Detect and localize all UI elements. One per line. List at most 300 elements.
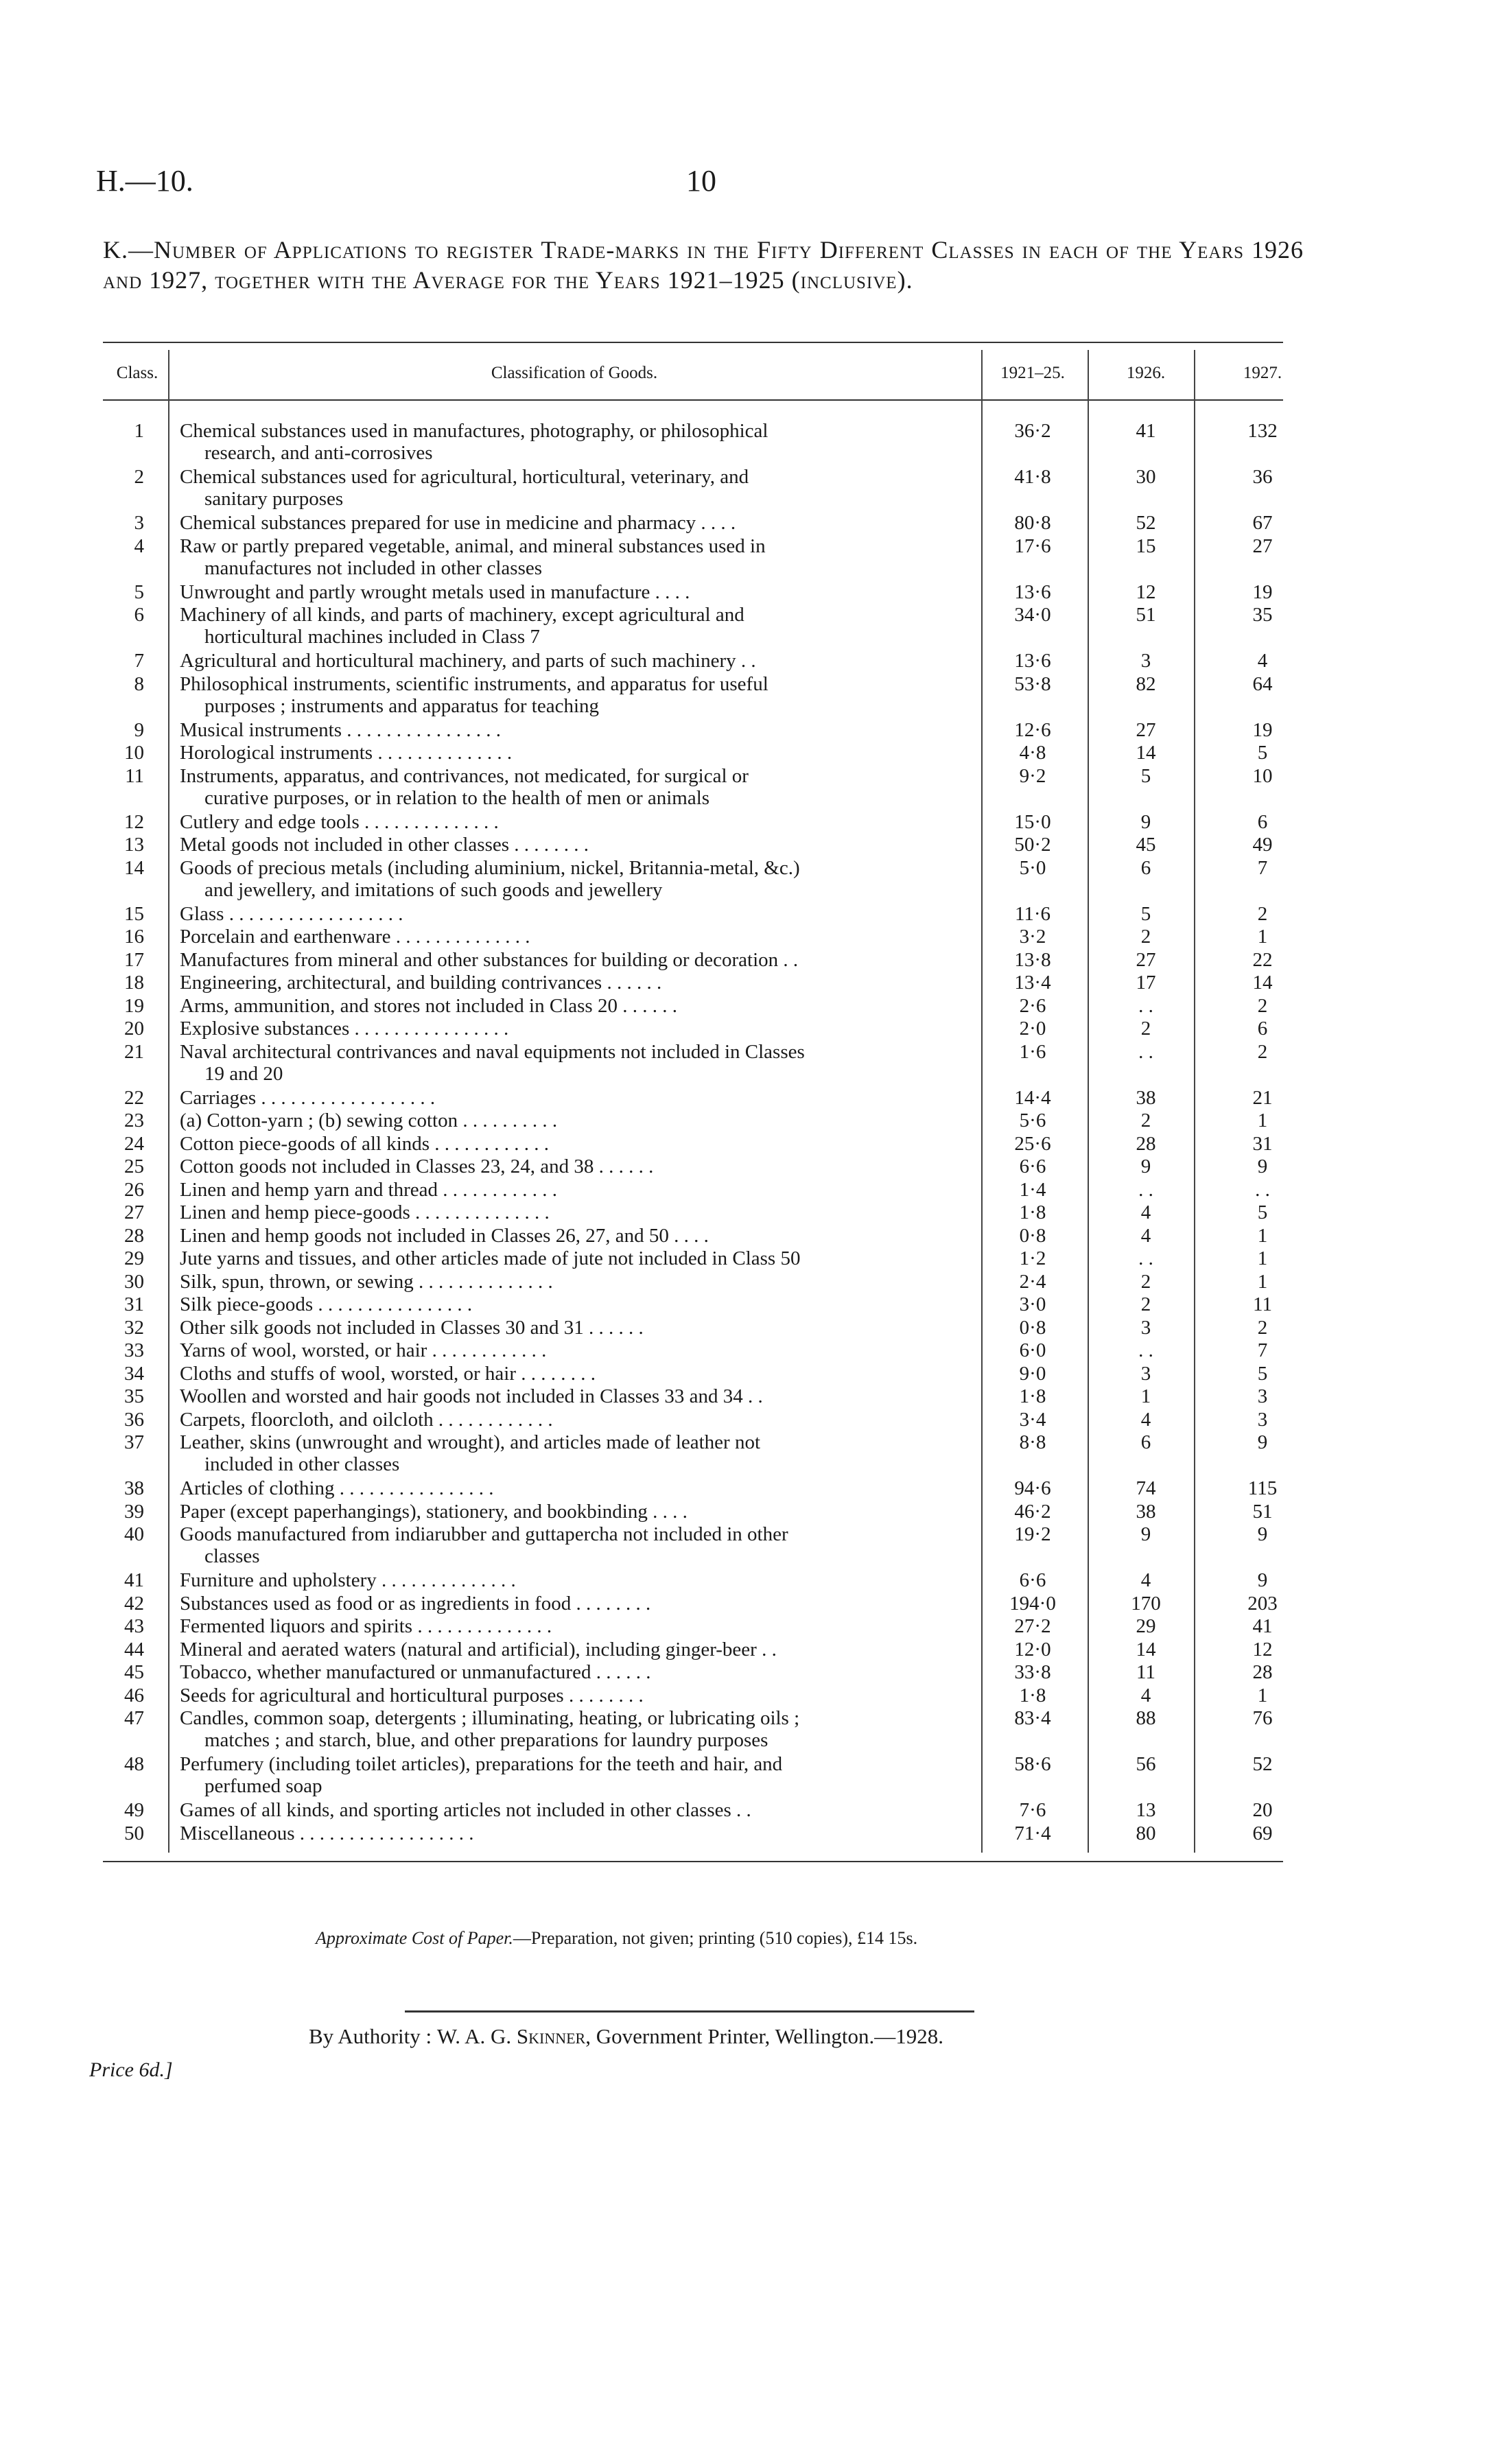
count-1926: 3 (1140, 650, 1151, 672)
class-number: 31 (124, 1293, 144, 1315)
average-1921-25: 2·4 (1019, 1270, 1046, 1293)
classification-description (180, 1615, 976, 1637)
average-1921-25: 15·0 (1014, 810, 1051, 833)
table-row (0, 535, 1491, 579)
description-continuation: research, and anti-corrosives (204, 442, 433, 464)
description-line: Chemical substances used in manufactures, photography, or philosophical (180, 420, 768, 442)
description-line: Articles of clothing . . . . . . . . . . . . . . . . (180, 1477, 494, 1499)
count-1926: 4 (1140, 1408, 1151, 1431)
count-1927: 7 (1257, 856, 1268, 879)
column-header-1926: 1926. (1126, 364, 1166, 382)
count-1926: . . (1138, 994, 1153, 1017)
count-1927: 2 (1257, 1040, 1268, 1063)
class-number: 40 (124, 1523, 144, 1545)
description-line: Linen and hemp yarn and thread . . . . . . . . . . . . (180, 1178, 558, 1201)
table-row (0, 834, 1491, 856)
count-1927: 2 (1257, 994, 1268, 1017)
count-1926: 14 (1136, 1638, 1156, 1661)
count-1927: 2 (1257, 902, 1268, 925)
description-line: Instruments, apparatus, and contrivances, not medicated, for surgical or (180, 764, 749, 787)
description-line: Miscellaneous . . . . . . . . . . . . . . . . . . (180, 1822, 474, 1844)
class-number: 5 (134, 580, 144, 603)
count-1926: 4 (1140, 1569, 1151, 1591)
count-1927: 21 (1252, 1086, 1273, 1109)
description-line: Candles, common soap, detergents ; illuminating, heating, or lubricating oils ; (180, 1707, 800, 1729)
count-1927: 28 (1252, 1661, 1273, 1683)
average-1921-25: 58·6 (1014, 1753, 1051, 1775)
classification-description (180, 1363, 976, 1385)
count-1927: 9 (1257, 1431, 1268, 1453)
average-1921-25: 13·4 (1014, 972, 1051, 994)
table-row (0, 1409, 1491, 1431)
count-1927: 14 (1252, 972, 1273, 994)
count-1926: 6 (1140, 1431, 1151, 1453)
table-row (0, 856, 1491, 901)
count-1926: 4 (1140, 1224, 1151, 1247)
count-1927: 4 (1257, 650, 1268, 672)
description-continuation: included in other classes (204, 1453, 400, 1475)
count-1926: 13 (1136, 1799, 1156, 1821)
count-1927: 1 (1257, 1270, 1268, 1293)
count-1926: 74 (1136, 1477, 1156, 1499)
count-1926: 30 (1136, 466, 1156, 488)
count-1926: . . (1138, 1339, 1153, 1361)
count-1926: 12 (1136, 580, 1156, 603)
class-number: 7 (134, 650, 144, 672)
table-row (0, 1271, 1491, 1293)
classification-description (180, 834, 976, 856)
class-number: 44 (124, 1638, 144, 1661)
count-1927: 76 (1252, 1707, 1273, 1729)
description-line: Tobacco, whether manufactured or unmanufactured . . . . . . (180, 1661, 651, 1683)
classification-description (180, 1431, 976, 1475)
description-continuation: matches ; and starch, blue, and other preparations for laundry purposes (204, 1729, 768, 1751)
average-1921-25: 9·0 (1019, 1362, 1046, 1385)
count-1926: 3 (1140, 1362, 1151, 1385)
count-1927: 1 (1257, 1224, 1268, 1247)
class-number: 38 (124, 1477, 144, 1499)
table-row (0, 1225, 1491, 1247)
description-line: Machinery of all kinds, and parts of machinery, except agricultural and (180, 604, 744, 626)
description-continuation: classes (204, 1545, 260, 1567)
count-1927: 27 (1252, 535, 1273, 557)
column-header-class: Class. (116, 364, 159, 382)
description-continuation: perfumed soap (204, 1775, 322, 1797)
count-1926: 1 (1140, 1385, 1151, 1407)
description-line: Substances used as food or as ingredients in food . . . . . . . . (180, 1592, 651, 1615)
table-row (0, 1339, 1491, 1361)
classification-description (180, 535, 976, 579)
count-1927: 132 (1247, 420, 1278, 442)
class-number: 12 (124, 810, 144, 833)
count-1926: 9 (1140, 810, 1151, 833)
count-1927: 20 (1252, 1799, 1273, 1821)
average-1921-25: 14·4 (1014, 1086, 1051, 1109)
average-1921-25: 6·6 (1019, 1155, 1046, 1177)
class-number: 2 (134, 466, 144, 488)
description-line: (a) Cotton-yarn ; (b) sewing cotton . . . . . . . . . . (180, 1110, 558, 1131)
class-number: 21 (124, 1040, 144, 1063)
classification-description (180, 1593, 976, 1615)
class-number: 37 (124, 1431, 144, 1453)
average-1921-25: 2·6 (1019, 994, 1046, 1017)
classification-description (180, 1501, 976, 1523)
count-1926: 3 (1140, 1316, 1151, 1339)
description-line: Perfumery (including toilet articles), preparations for the teeth and hair, and (180, 1753, 783, 1775)
classification-description (180, 1201, 976, 1223)
classification-description (180, 857, 976, 901)
count-1926: 14 (1136, 742, 1156, 764)
classification-description (180, 1041, 976, 1085)
table-row (0, 1431, 1491, 1475)
count-1927: 52 (1252, 1753, 1273, 1775)
description-line: Engineering, architectural, and building contrivances . . . . . . (180, 972, 662, 994)
count-1927: 64 (1252, 672, 1273, 695)
page-number: 10 (686, 164, 716, 198)
count-1926: 2 (1140, 1018, 1151, 1040)
classification-description (180, 512, 976, 534)
count-1927: 7 (1257, 1339, 1268, 1361)
table-row (0, 1523, 1491, 1567)
count-1927: 5 (1257, 742, 1268, 764)
description-line: Goods manufactured from indiarubber and guttapercha not included in other (180, 1523, 788, 1545)
description-line: Goods of precious metals (including aluminium, nickel, Britannia-metal, &c.) (180, 856, 800, 879)
cost-note-text: —Preparation, not given; printing (510 copies), £14 15s. (513, 1928, 918, 1948)
description-line: Yarns of wool, worsted, or hair . . . . . . . . . . . . (180, 1339, 547, 1361)
table-row (0, 764, 1491, 809)
count-1927: 1 (1257, 926, 1268, 948)
header-bottom-rule (103, 399, 1283, 401)
classification-description (180, 926, 976, 948)
table-row (0, 742, 1491, 764)
class-number: 36 (124, 1408, 144, 1431)
description-line: Cutlery and edge tools . . . . . . . . . . . . . . (180, 810, 499, 833)
classification-description (180, 1477, 976, 1499)
class-number: 8 (134, 672, 144, 695)
count-1926: 2 (1140, 926, 1151, 948)
classification-description (180, 1110, 976, 1131)
average-1921-25: 2·0 (1019, 1018, 1046, 1040)
classification-description (180, 1155, 976, 1177)
count-1927: 19 (1252, 718, 1273, 741)
description-line: Agricultural and horticultural machinery, and parts of such machinery . . (180, 650, 756, 672)
count-1926: . . (1138, 1040, 1153, 1063)
average-1921-25: 17·6 (1014, 535, 1051, 557)
description-line: Naval architectural contrivances and naval equipments not included in Classes (180, 1040, 805, 1063)
column-header-1921-25: 1921–25. (1000, 364, 1065, 382)
table-row (0, 995, 1491, 1017)
average-1921-25: 80·8 (1014, 512, 1051, 534)
average-1921-25: 0·8 (1019, 1316, 1046, 1339)
class-number: 10 (124, 742, 144, 764)
classification-description (180, 604, 976, 648)
average-1921-25: 1·8 (1019, 1201, 1046, 1223)
description-line: Games of all kinds, and sporting articles not included in other classes . . (180, 1799, 751, 1821)
table-row (0, 1133, 1491, 1155)
count-1926: . . (1138, 1247, 1153, 1269)
table-bottom-rule (103, 1861, 1283, 1862)
description-line: Cotton piece-goods of all kinds . . . . . . . . . . . . (180, 1132, 550, 1155)
class-number: 18 (124, 972, 144, 994)
description-line: Arms, ammunition, and stores not included in Class 20 . . . . . . (180, 994, 677, 1017)
authority-line (309, 2024, 943, 2049)
description-line: Metal goods not included in other classes . . . . . . . . (180, 834, 589, 856)
count-1926: 5 (1140, 902, 1151, 925)
count-1927: 67 (1252, 512, 1273, 534)
classification-description (180, 1707, 976, 1751)
average-1921-25: 1·2 (1019, 1247, 1046, 1269)
description-line: Cotton goods not included in Classes 23, 24, and 38 . . . . . . (180, 1155, 654, 1177)
count-1926: 15 (1136, 535, 1156, 557)
table-row (0, 1685, 1491, 1706)
average-1921-25: 1·4 (1019, 1178, 1046, 1201)
class-number: 15 (124, 902, 144, 925)
class-number: 26 (124, 1178, 144, 1201)
average-1921-25: 83·4 (1014, 1707, 1051, 1729)
count-1927: 31 (1252, 1132, 1273, 1155)
classification-description (180, 466, 976, 510)
classification-description (180, 1409, 976, 1431)
table-row (0, 1087, 1491, 1109)
count-1926: 28 (1136, 1132, 1156, 1155)
average-1921-25: 0·8 (1019, 1224, 1046, 1247)
count-1926: 45 (1136, 834, 1156, 856)
average-1921-25: 33·8 (1014, 1661, 1051, 1683)
average-1921-25: 5·6 (1019, 1110, 1046, 1131)
class-number: 33 (124, 1339, 144, 1361)
class-number: 1 (134, 420, 144, 442)
count-1926: 2 (1140, 1110, 1151, 1131)
classification-description (180, 1685, 976, 1706)
table-top-rule (103, 342, 1283, 343)
table-row (0, 926, 1491, 948)
average-1921-25: 3·4 (1019, 1408, 1046, 1431)
table-row (0, 972, 1491, 994)
class-number: 28 (124, 1224, 144, 1247)
table-row (0, 1155, 1491, 1177)
average-1921-25: 36·2 (1014, 420, 1051, 442)
classification-description (180, 1018, 976, 1040)
average-1921-25: 3·0 (1019, 1293, 1046, 1315)
description-line: Seeds for agricultural and horticultural purposes . . . . . . . . (180, 1684, 644, 1706)
classification-description (180, 1339, 976, 1361)
count-1926: 2 (1140, 1293, 1151, 1315)
classification-description (180, 1087, 976, 1109)
count-1926: 9 (1140, 1523, 1151, 1545)
count-1926: 88 (1136, 1707, 1156, 1729)
printer-name: W. A. G. Skinner (436, 2024, 586, 2048)
count-1926: 9 (1140, 1155, 1151, 1177)
average-1921-25: 194·0 (1009, 1592, 1056, 1615)
classification-description (180, 972, 976, 994)
count-1927: 41 (1252, 1615, 1273, 1637)
class-number: 17 (124, 948, 144, 971)
count-1927: 19 (1252, 580, 1273, 603)
count-1927: 6 (1257, 1018, 1268, 1040)
average-1921-25: 71·4 (1014, 1822, 1051, 1844)
average-1921-25: 1·8 (1019, 1385, 1046, 1407)
authority-prefix: By Authority : (309, 2024, 432, 2048)
cost-note-label: Approximate Cost of Paper. (316, 1928, 513, 1948)
table-row (0, 672, 1491, 717)
count-1927: 115 (1247, 1477, 1278, 1499)
class-number: 48 (124, 1753, 144, 1775)
count-1927: 22 (1252, 948, 1273, 971)
classification-description (180, 1753, 976, 1797)
average-1921-25: 3·2 (1019, 926, 1046, 948)
table-row (0, 1110, 1491, 1131)
count-1926: 56 (1136, 1753, 1156, 1775)
classification-description (180, 1179, 976, 1201)
count-1926: 11 (1136, 1661, 1155, 1683)
table-row (0, 1707, 1491, 1751)
average-1921-25: 5·0 (1019, 856, 1046, 879)
table-row (0, 466, 1491, 510)
count-1927: 11 (1253, 1293, 1272, 1315)
average-1921-25: 9·2 (1019, 764, 1046, 787)
class-number: 19 (124, 994, 144, 1017)
authority-suffix: , Government Printer, Wellington.—1928. (585, 2024, 943, 2048)
description-line: Fermented liquors and spirits . . . . . . . . . . . . . . (180, 1615, 552, 1637)
count-1927: 12 (1252, 1638, 1273, 1661)
classification-description (180, 1385, 976, 1407)
table-row (0, 1317, 1491, 1339)
class-number: 6 (134, 604, 144, 626)
description-line: Mineral and aerated waters (natural and artificial), including ginger-beer . . (180, 1638, 777, 1661)
count-1926: 52 (1136, 512, 1156, 534)
table-row (0, 1363, 1491, 1385)
table-row (0, 1639, 1491, 1661)
class-number: 34 (124, 1362, 144, 1385)
table-row (0, 1753, 1491, 1797)
count-1927: 9 (1257, 1523, 1268, 1545)
description-line: Glass . . . . . . . . . . . . . . . . . . (180, 902, 403, 925)
description-line: Musical instruments . . . . . . . . . . . . . . . . (180, 718, 502, 741)
average-1921-25: 50·2 (1014, 834, 1051, 856)
class-number: 14 (124, 856, 144, 879)
description-continuation: purposes ; instruments and apparatus for teaching (204, 694, 600, 717)
count-1927: 35 (1252, 604, 1273, 626)
table-row (0, 420, 1491, 464)
average-1921-25: 13·6 (1014, 650, 1051, 672)
description-line: Manufactures from mineral and other substances for building or decoration . . (180, 948, 799, 971)
description-line: Linen and hemp piece-goods . . . . . . . . . . . . . . (180, 1201, 550, 1223)
count-1927: 36 (1252, 466, 1273, 488)
average-1921-25: 12·0 (1014, 1638, 1051, 1661)
average-1921-25: 4·8 (1019, 742, 1046, 764)
classification-description (180, 1523, 976, 1567)
average-1921-25: 1·6 (1019, 1040, 1046, 1063)
description-line: Silk piece-goods . . . . . . . . . . . . . . . . (180, 1293, 473, 1315)
average-1921-25: 27·2 (1014, 1615, 1051, 1637)
count-1926: 51 (1136, 604, 1156, 626)
count-1927: 5 (1257, 1362, 1268, 1385)
table-row (0, 1501, 1491, 1523)
average-1921-25: 53·8 (1014, 672, 1051, 695)
class-number: 50 (124, 1822, 144, 1844)
class-number: 35 (124, 1385, 144, 1407)
average-1921-25: 11·6 (1014, 902, 1051, 925)
description-line: Linen and hemp goods not included in Classes 26, 27, and 50 . . . . (180, 1224, 709, 1247)
average-1921-25: 46·2 (1014, 1500, 1051, 1523)
description-line: Jute yarns and tissues, and other articles made of jute not included in Class 50 (180, 1247, 801, 1269)
description-line: Porcelain and earthenware . . . . . . . . . . . . . . (180, 926, 530, 948)
count-1927: 9 (1257, 1569, 1268, 1591)
count-1927: 10 (1252, 764, 1273, 787)
classification-description (180, 1661, 976, 1683)
classification-description (180, 995, 976, 1017)
count-1927: 1 (1257, 1684, 1268, 1706)
table-row (0, 811, 1491, 833)
table-row (0, 1293, 1491, 1315)
table-row (0, 581, 1491, 603)
description-line: Carriages . . . . . . . . . . . . . . . . . . (180, 1086, 436, 1109)
count-1927: 49 (1252, 834, 1273, 856)
description-continuation: curative purposes, or in relation to the health of men or animals (204, 786, 710, 809)
count-1926: 27 (1136, 948, 1156, 971)
column-header-1927: 1927. (1243, 364, 1282, 382)
classification-description (180, 1247, 976, 1269)
class-number: 9 (134, 718, 144, 741)
table-row (0, 903, 1491, 925)
column-header-classification: Classification of Goods. (491, 364, 658, 382)
class-number: 30 (124, 1270, 144, 1293)
table-row (0, 650, 1491, 672)
classification-description (180, 742, 976, 764)
average-1921-25: 1·8 (1019, 1684, 1046, 1706)
count-1927: 2 (1257, 1316, 1268, 1339)
table-row (0, 1615, 1491, 1637)
count-1926: 29 (1136, 1615, 1156, 1637)
average-1921-25: 41·8 (1014, 466, 1051, 488)
count-1927: 51 (1252, 1500, 1273, 1523)
average-1921-25: 13·6 (1014, 580, 1051, 603)
average-1921-25: 8·8 (1019, 1431, 1046, 1453)
table-row (0, 512, 1491, 534)
description-line: Horological instruments . . . . . . . . . . . . . . (180, 742, 513, 764)
average-1921-25: 6·6 (1019, 1569, 1046, 1591)
class-number: 46 (124, 1684, 144, 1706)
count-1927: 9 (1257, 1155, 1268, 1177)
description-continuation: manufactures not included in other classes (204, 556, 543, 579)
classification-description (180, 1569, 976, 1591)
authority-rule (405, 2010, 974, 2013)
average-1921-25: 94·6 (1014, 1477, 1051, 1499)
classification-description (180, 811, 976, 833)
description-line: Philosophical instruments, scientific instruments, and apparatus for useful (180, 672, 768, 695)
classification-description (180, 420, 976, 464)
description-line: Woollen and worsted and hair goods not included in Classes 33 and 34 . . (180, 1385, 763, 1407)
table-row (0, 604, 1491, 648)
count-1926: 41 (1136, 420, 1156, 442)
average-1921-25: 34·0 (1014, 604, 1051, 626)
description-line: Unwrought and partly wrought metals used in manufacture . . . . (180, 580, 690, 603)
table-row (0, 949, 1491, 971)
count-1927: 69 (1252, 1822, 1273, 1844)
class-number: 24 (124, 1132, 144, 1155)
class-number: 42 (124, 1592, 144, 1615)
average-1921-25: 25·6 (1014, 1132, 1051, 1155)
class-number: 22 (124, 1086, 144, 1109)
description-line: Leather, skins (unwrought and wrought), and articles made of leather not (180, 1431, 761, 1453)
count-1926: 5 (1140, 764, 1151, 787)
table-row (0, 1799, 1491, 1821)
class-number: 29 (124, 1247, 144, 1269)
class-number: 45 (124, 1661, 144, 1683)
classification-description (180, 581, 976, 603)
description-continuation: horticultural machines included in Class 7 (204, 626, 540, 648)
class-number: 41 (124, 1569, 144, 1591)
